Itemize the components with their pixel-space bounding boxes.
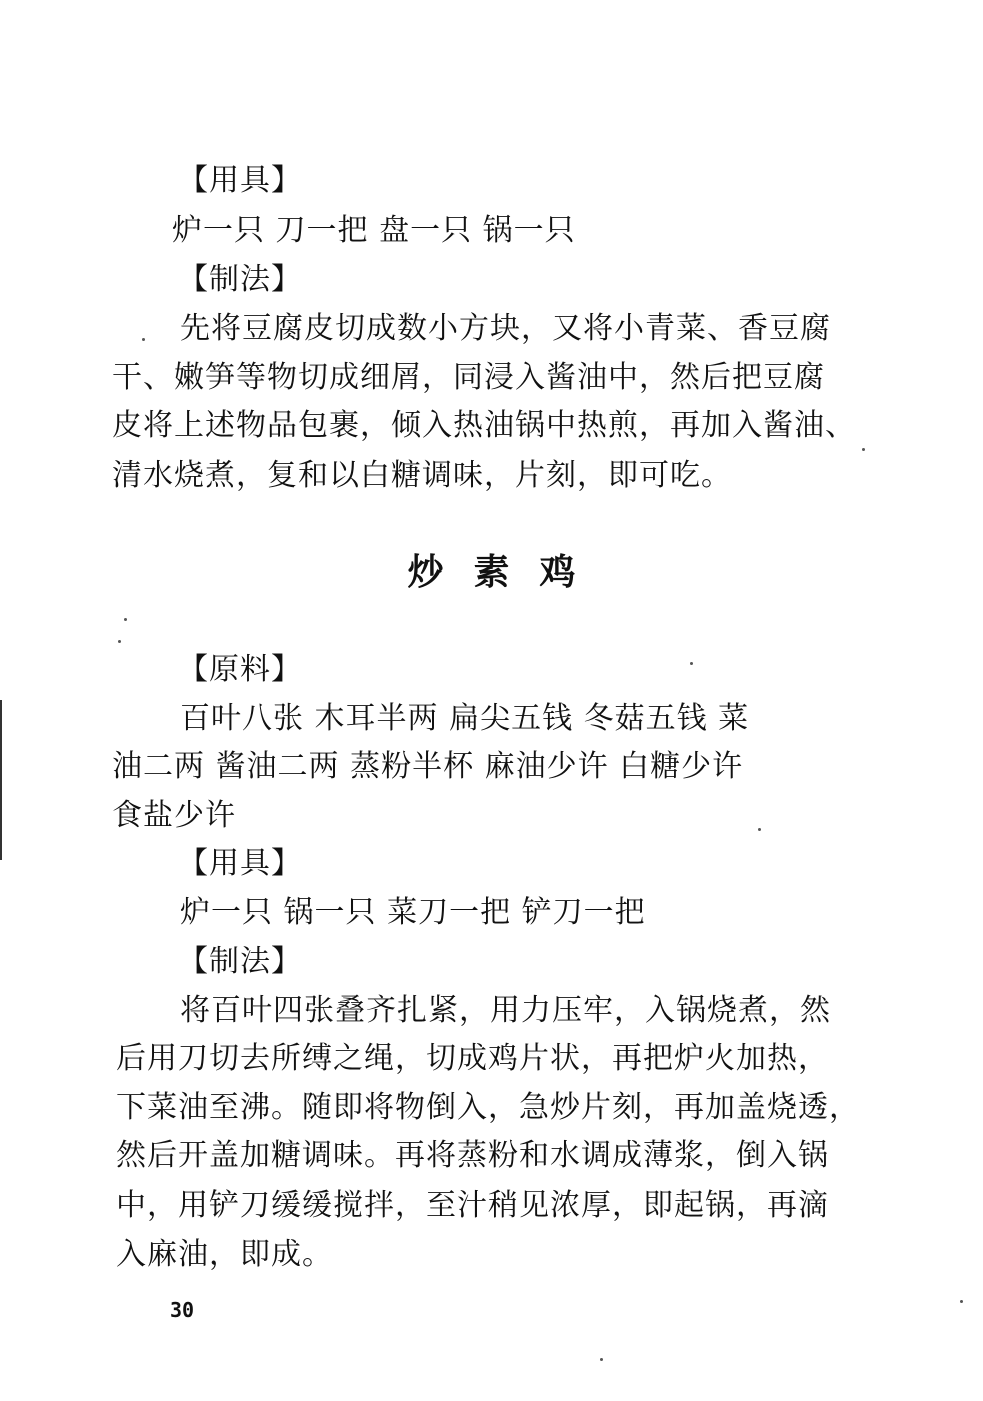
scan-speck <box>118 640 121 643</box>
method-line-2-4: 然后开盖加糖调味。再将蒸粉和水调成薄浆，倒入锅 <box>116 1138 829 1173</box>
method-line-2-3: 下菜油至沸。随即将物倒入，急炒片刻，再加盖烧透， <box>116 1090 860 1125</box>
tools-heading-1: 【用具】 <box>178 163 302 198</box>
method-line-2-6: 入麻油，即成。 <box>116 1237 333 1272</box>
scan-speck <box>862 448 865 451</box>
ingredients-heading: 【原料】 <box>178 652 302 687</box>
ingredients-line-2: 油二两 酱油二两 蒸粉半杯 麻油少许 白糖少许 <box>112 749 744 784</box>
scan-speck <box>142 338 145 341</box>
method-line-2-5: 中，用铲刀缓缓搅拌，至汁稍见浓厚，即起锅，再滴 <box>116 1188 829 1223</box>
scan-speck <box>124 618 127 621</box>
ingredients-line-1: 百叶八张 木耳半两 扁尖五钱 冬菇五钱 菜 <box>180 701 750 736</box>
method-heading-2: 【制法】 <box>178 944 302 979</box>
margin-scan-line <box>0 700 2 860</box>
ingredients-line-3: 食盐少许 <box>112 798 236 833</box>
method-line-1-1: 先将豆腐皮切成数小方块，又将小青菜、香豆腐 <box>180 311 831 346</box>
tools-heading-2: 【用具】 <box>178 846 302 881</box>
scan-speck <box>960 1300 963 1303</box>
method-heading-1: 【制法】 <box>178 262 302 297</box>
recipe-title: 炒素鸡 <box>407 552 606 593</box>
method-line-2-2: 后用刀切去所缚之绳，切成鸡片状，再把炉火加热， <box>116 1041 829 1076</box>
method-line-1-3: 皮将上述物品包裹，倾入热油锅中热煎，再加入酱油、 <box>112 408 856 443</box>
method-line-1-2: 干、嫩笋等物切成细屑，同浸入酱油中，然后把豆腐 <box>112 360 825 395</box>
tools-line-2: 炉一只 锅一只 菜刀一把 铲刀一把 <box>180 895 646 930</box>
scan-speck <box>690 662 693 665</box>
method-line-1-4: 清水烧煮，复和以白糖调味，片刻，即可吃。 <box>112 458 732 493</box>
scan-speck <box>600 1358 603 1361</box>
page-number: 30 <box>170 1298 195 1322</box>
scan-speck <box>758 828 761 831</box>
tools-line-1: 炉一只 刀一把 盘一只 锅一只 <box>172 213 576 248</box>
method-line-2-1: 将百叶四张叠齐扎紧，用力压牢，入锅烧煮，然 <box>180 993 831 1028</box>
